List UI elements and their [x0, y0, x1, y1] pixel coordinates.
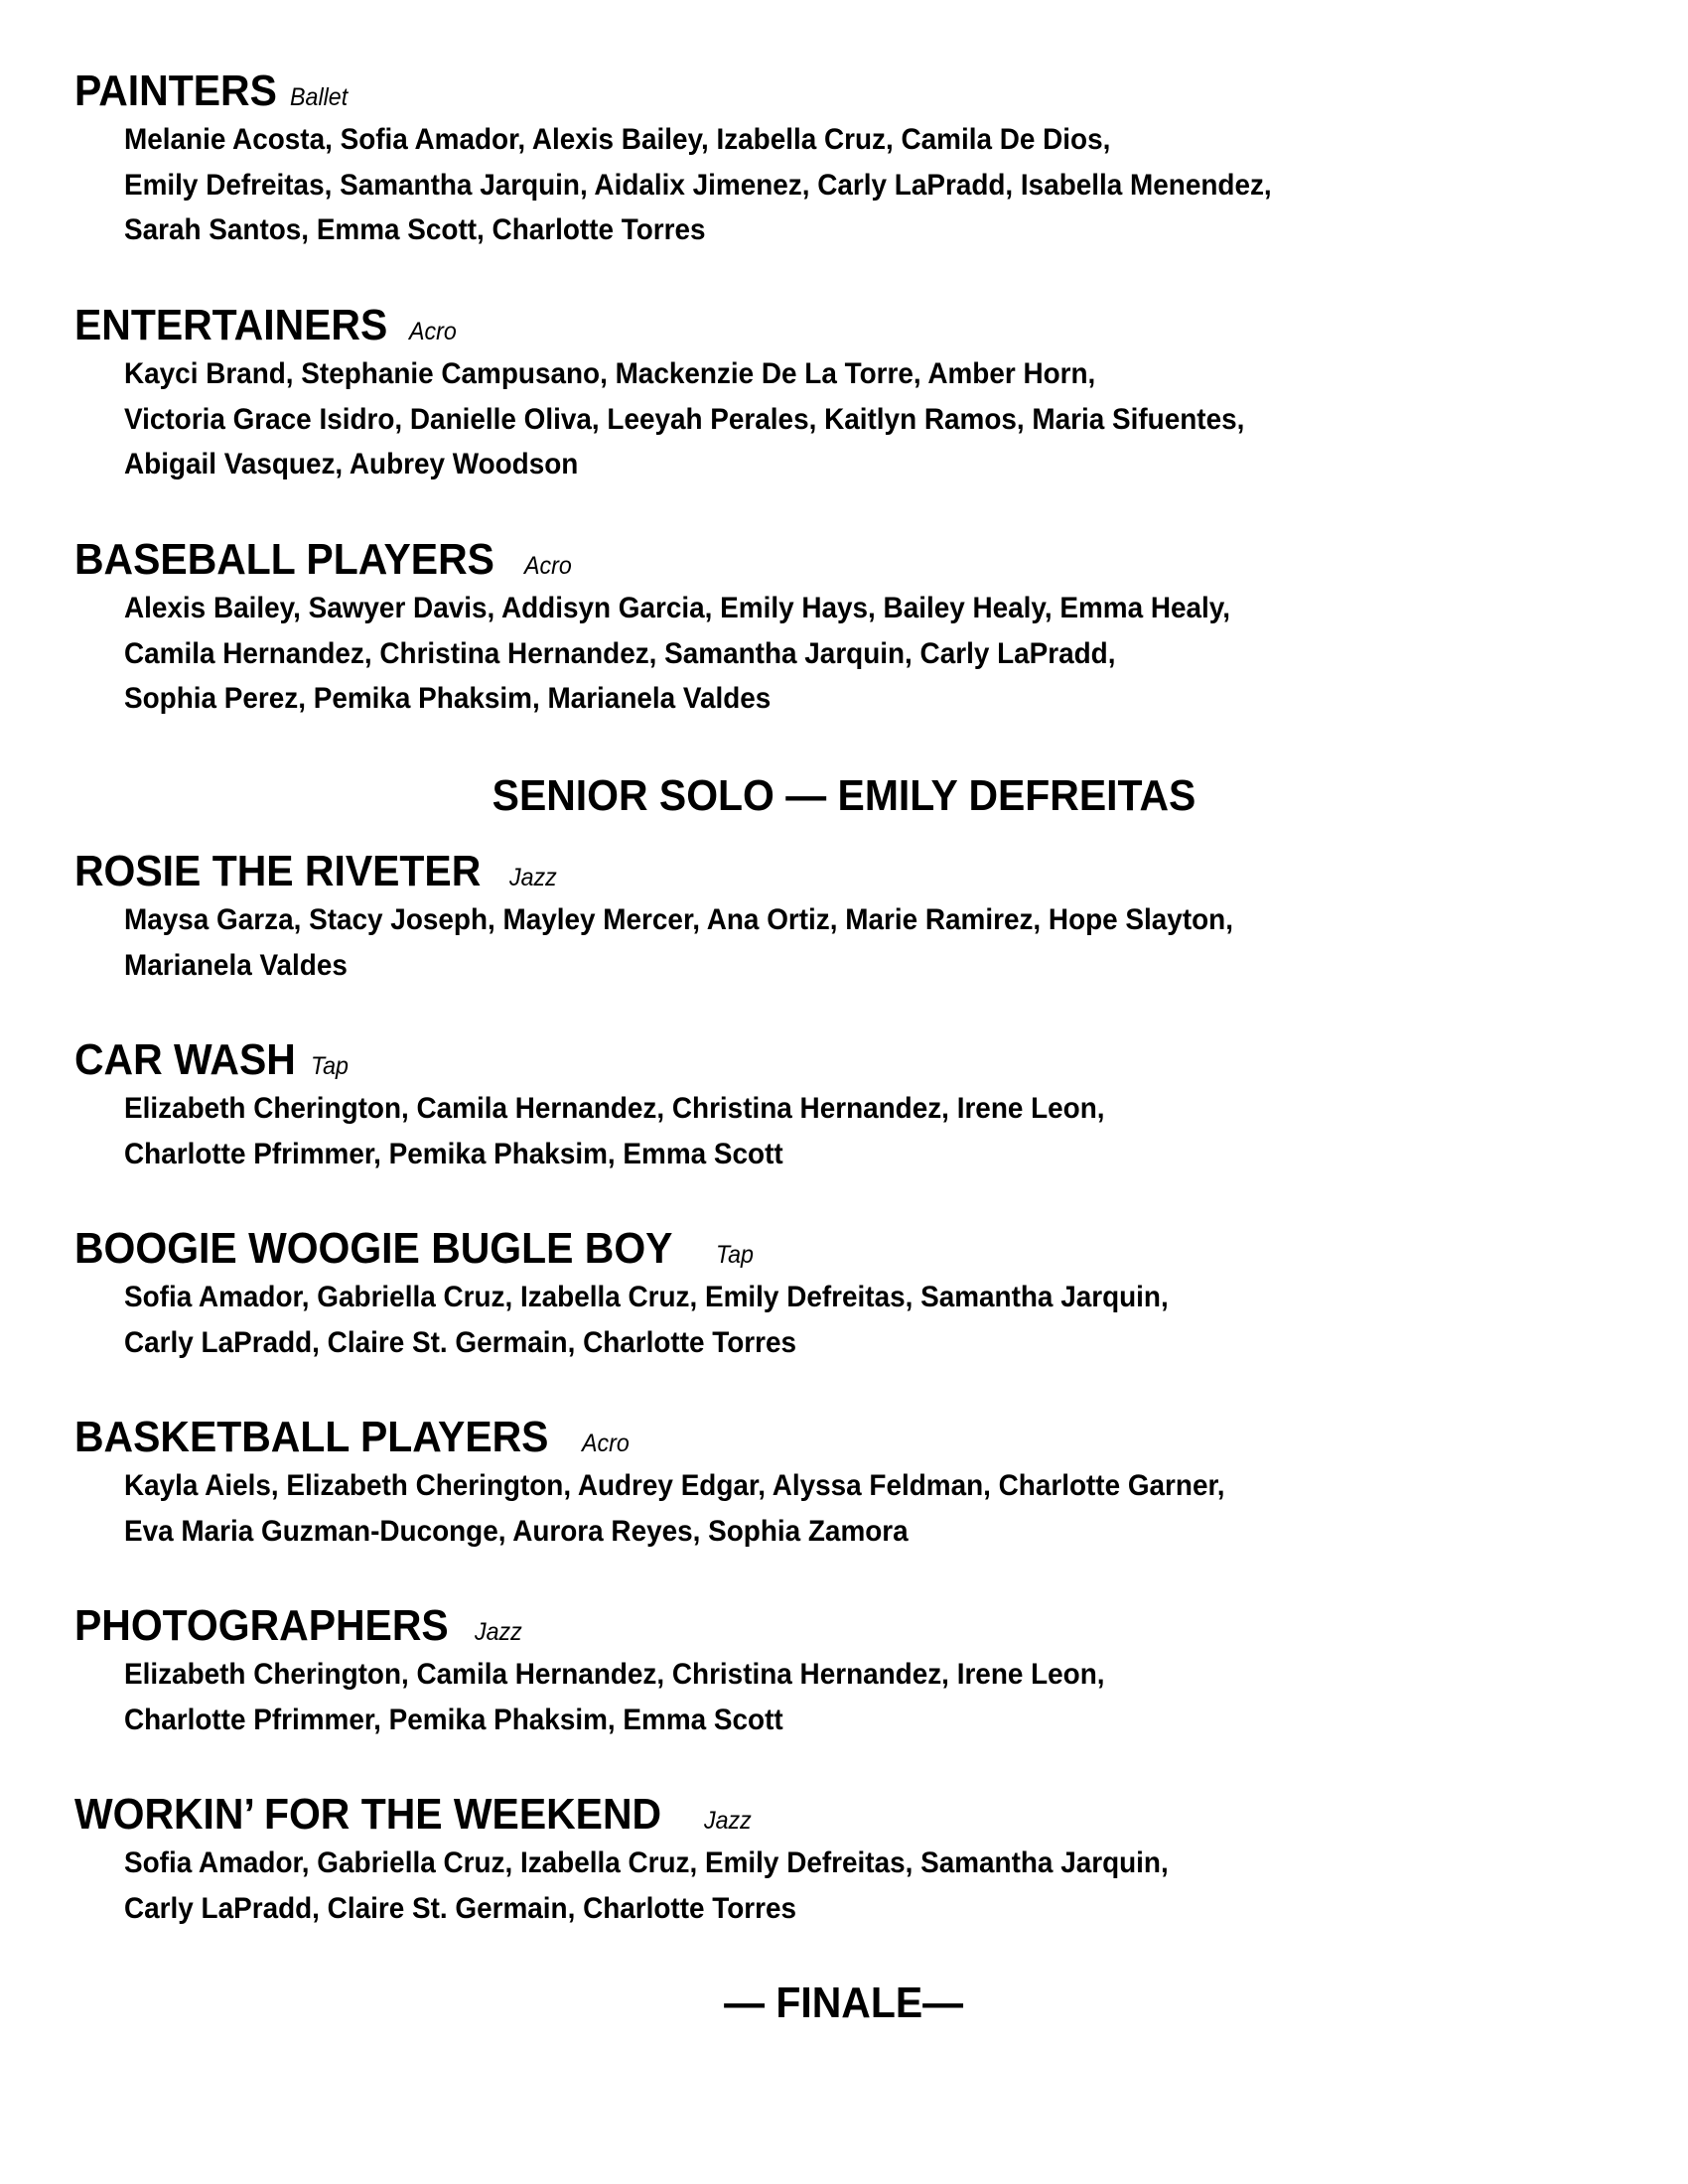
dance-style: Jazz [509, 864, 557, 891]
cast-list [124, 1463, 1623, 1554]
cast-list [124, 1841, 1623, 1931]
cast-line: Sofia Amador, Gabriella Cruz, Izabella Cruz, Emily Defreitas, Samantha Jarquin, [124, 1846, 1169, 1879]
cast-line: Camila Hernandez, Christina Hernandez, Samantha Jarquin, Carly LaPradd, [124, 636, 1116, 670]
cast-line: Melanie Acosta, Sofia Amador, Alexis Bailey, Izabella Cruz, Camila De Dios, [124, 123, 1111, 156]
cast-line: Charlotte Pfrimmer, Pemika Phaksim, Emma Scott [124, 1137, 783, 1170]
dance-style: Jazz [703, 1807, 752, 1835]
number-title: BOOGIE WOOGIE BUGLE BOY [74, 1224, 673, 1273]
number-heading [74, 1412, 1623, 1463]
cast-line: Sophia Perez, Pemika Phaksim, Marianela Valdes [124, 682, 772, 715]
dance-style: Acro [408, 318, 457, 345]
number-heading [74, 1600, 1623, 1652]
number-title: BASEBALL PLAYERS [74, 535, 494, 584]
number-entertainers [74, 300, 1623, 487]
dance-style: Acro [523, 552, 572, 580]
cast-line: Carly LaPradd, Claire St. Germain, Charlotte Torres [124, 1325, 797, 1359]
cast-line: Victoria Grace Isidro, Danielle Oliva, Leeyah Perales, Kaitlyn Ramos, Maria Sifuentes, [124, 402, 1245, 436]
number-heading [74, 1034, 1623, 1086]
dance-style: Jazz [475, 1618, 522, 1646]
cast-list [124, 897, 1623, 988]
number-title: ENTERTAINERS [74, 301, 388, 349]
cast-line: Alexis Bailey, Sawyer Davis, Addisyn Garcia, Emily Hays, Bailey Healy, Emma Healy, [124, 592, 1231, 624]
dance-style: Ballet [290, 83, 349, 111]
cast-list [124, 586, 1623, 722]
number-title: BASKETBALL PLAYERS [74, 1413, 549, 1461]
dance-style: Tap [310, 1052, 349, 1080]
number-painters [74, 66, 1623, 253]
cast-line: Elizabeth Cherington, Camila Hernandez, Christina Hernandez, Irene Leon, [124, 1092, 1105, 1125]
cast-line: Emily Defreitas, Samantha Jarquin, Aidalix Jimenez, Carly LaPradd, Isabella Menendez, [124, 168, 1272, 202]
cast-line: Abigail Vasquez, Aubrey Woodson [124, 448, 579, 480]
cast-list [124, 1086, 1623, 1176]
number-heading [74, 1789, 1623, 1841]
cast-line: Kayla Aiels, Elizabeth Cherington, Audrey Edgar, Alyssa Feldman, Charlotte Garner, [124, 1469, 1225, 1502]
cast-line: Kayci Brand, Stephanie Campusano, Mackenzie De La Torre, Amber Horn, [124, 357, 1096, 390]
cast-line: Sarah Santos, Emma Scott, Charlotte Torres [124, 213, 706, 246]
number-heading [74, 300, 1623, 351]
number-title: CAR WASH [74, 1035, 296, 1084]
number-photographers [74, 1600, 1623, 1742]
number-car-wash [74, 1034, 1623, 1176]
finale-text: — FINALE— [724, 1979, 964, 2027]
number-basketball-players [74, 1412, 1623, 1554]
number-heading [74, 846, 1623, 897]
cast-list [124, 1652, 1623, 1742]
cast-list [124, 117, 1623, 253]
number-title: PHOTOGRAPHERS [74, 1601, 449, 1650]
number-baseball-players [74, 534, 1623, 722]
cast-line: Maysa Garza, Stacy Joseph, Mayley Mercer, Ana Ortiz, Marie Ramirez, Hope Slayton, [124, 903, 1233, 936]
number-heading [74, 534, 1623, 586]
cast-line: Carly LaPradd, Claire St. Germain, Charlotte Torres [124, 1891, 797, 1925]
number-rosie-the-riveter [74, 846, 1623, 988]
senior-solo-heading [0, 770, 1688, 822]
cast-list [124, 351, 1623, 487]
number-title: PAINTERS [74, 67, 277, 115]
senior-solo-text: SENIOR SOLO — EMILY DEFREITAS [492, 771, 1196, 820]
number-heading [74, 66, 1623, 117]
finale-heading [0, 1978, 1688, 2029]
cast-line: Eva Maria Guzman-Duconge, Aurora Reyes, Sophia Zamora [124, 1514, 909, 1548]
cast-line: Elizabeth Cherington, Camila Hernandez, Christina Hernandez, Irene Leon, [124, 1658, 1105, 1691]
number-title: ROSIE THE RIVETER [74, 847, 482, 895]
cast-line: Charlotte Pfrimmer, Pemika Phaksim, Emma Scott [124, 1703, 783, 1736]
cast-line: Marianela Valdes [124, 948, 348, 982]
cast-list [124, 1275, 1623, 1365]
number-boogie-woogie-bugle-boy [74, 1223, 1623, 1365]
number-workin-for-the-weekend [74, 1789, 1623, 1931]
number-title: WORKIN’ FOR THE WEEKEND [74, 1790, 662, 1839]
dance-style: Acro [582, 1430, 631, 1457]
dance-style: Tap [715, 1241, 754, 1269]
cast-line: Sofia Amador, Gabriella Cruz, Izabella Cruz, Emily Defreitas, Samantha Jarquin, [124, 1281, 1169, 1313]
number-heading [74, 1223, 1623, 1275]
